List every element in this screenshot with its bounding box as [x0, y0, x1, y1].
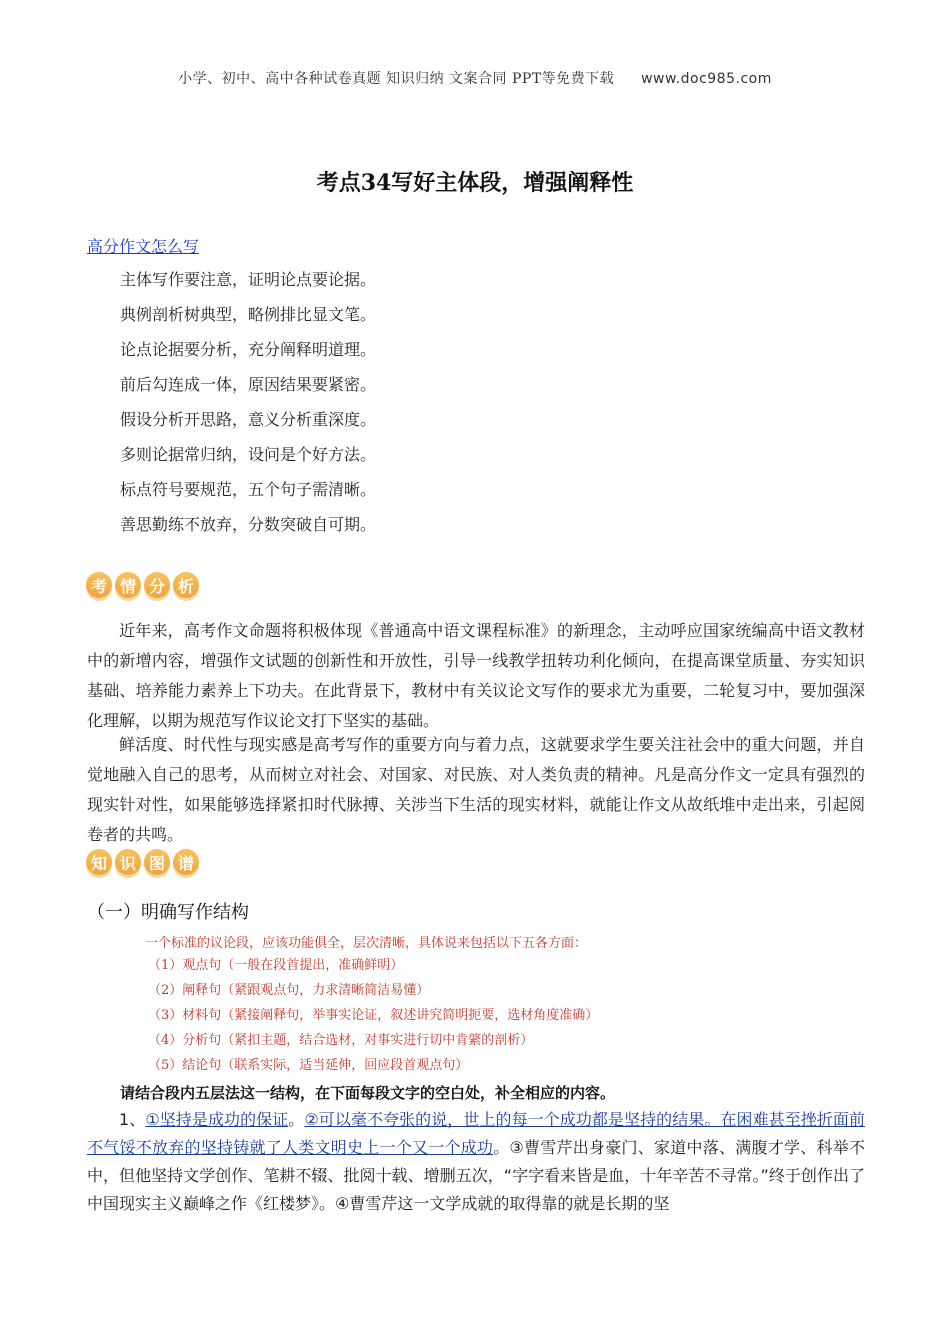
badge-char: 情 [115, 572, 141, 598]
verse-line: 论点论据要分析，充分阐释明道理。 [120, 340, 377, 359]
badge-char: 图 [144, 849, 170, 875]
verse-line: 前后勾连成一体，原因结果要紧密。 [120, 375, 377, 394]
header-text: 小学、初中、高中各种试卷真题 知识归纳 文案合同 PPT等免费下载 [178, 71, 615, 87]
page-header [0, 68, 950, 88]
badge-char: 识 [115, 849, 141, 875]
badge-char: 析 [173, 572, 199, 598]
page-title: 考点34写好主体段，增强阐释性 [316, 170, 634, 196]
verse-line: 典例剖析树典型，略例排比显文笔。 [120, 305, 377, 324]
section-link[interactable]: 高分作文怎么写 [87, 237, 200, 256]
structure-list [148, 957, 598, 1082]
analysis-paragraph-1: 近年来，高考作文命题将积极体现《普通高中语文课程标准》的新理念，主动呼应国家统编高中语文教材中的新增内容，增强作文试题的创新性和开放性，引导一线教学扭转功利化倾向，在提高课堂质量、夯实知识基础、培养能力素养上下功夫。在此背景下，教材中有关议论文写作的要求尤为重要，二轮复习中，要加强深化理解，以期为规范写作议论文打下坚实的基础。 [87, 621, 865, 730]
verse-line: 善思勤练不放弃，分数突破自可期。 [120, 515, 377, 534]
section-heading: （一）明确写作结构 [87, 902, 249, 923]
exam-analysis-badge [86, 572, 199, 598]
structure-item: （4）分析句（紧扣主题，结合选材，对事实进行切中肯綮的剖析） [148, 1033, 534, 1048]
exercise-sentence-2: ②可以毫不夸张的说，世上的每一个成功都是坚持的结果。在困难甚至挫折面前不气馁不放弃的坚持铸就了人类文明史上一个又一个成功 [87, 1110, 865, 1157]
badge-char: 谱 [173, 849, 199, 875]
verse-line: 标点符号要规范，五个句子需清晰。 [120, 480, 377, 499]
knowledge-map-badge [86, 849, 199, 875]
badge-char: 知 [86, 849, 112, 875]
exercise-paragraph [87, 1106, 865, 1218]
structure-item: （2）阐释句（紧跟观点句，力求清晰简洁易懂） [148, 983, 430, 998]
exercise-number: 1、 [119, 1110, 146, 1129]
exercise-sentence-1: ①坚持是成功的保证 [145, 1110, 289, 1129]
exercise-instruction: 请结合段内五层法这一结构，在下面每段文字的空白处，补全相应的内容。 [120, 1084, 616, 1102]
structure-item: （5）结论句（联系实际，适当延伸，回应段首观点句） [148, 1058, 469, 1073]
badge-char: 考 [86, 572, 112, 598]
exercise-punct: 。 [288, 1110, 305, 1129]
structure-intro: 一个标准的议论段，应该功能俱全，层次清晰，具体说来包括以下五各方面： [145, 936, 588, 951]
exercise-rest: 。③曹雪芹出身豪门、家道中落、满腹才学、科举不中，但他坚持文学创作、笔耕不辍、批阅十载、增删五次，“字字看来皆是血，十年辛苦不寻常。”终于创作出了中国现实主义巅峰之作《红楼梦》。④曹雪芹这一文学成就的取得靠的就是长期的坚 [87, 1138, 865, 1213]
verse-line: 假设分析开思路，意义分析重深度。 [120, 410, 377, 429]
verse-line: 多则论据常归纳，设问是个好方法。 [120, 445, 377, 464]
header-site[interactable]: www.doc985.com [641, 71, 772, 87]
structure-item: （3）材料句（紧接阐释句，举事实论证，叙述讲究简明扼要，选材角度准确） [148, 1008, 599, 1023]
verse-line: 主体写作要注意，证明论点要论据。 [120, 270, 377, 289]
badge-char: 分 [144, 572, 170, 598]
verse-list [120, 268, 376, 548]
analysis-paragraph-2: 鲜活度、时代性与现实感是高考写作的重要方向与着力点，这就要求学生要关注社会中的重大问题，并自觉地融入自己的思考，从而树立对社会、对国家、对民族、对人类负责的精神。凡是高分作文一定具有强烈的现实针对性，如果能够选择紧扣时代脉搏、关涉当下生活的现实材料，就能让作文从故纸堆中走出来，引起阅卷者的共鸣。 [87, 735, 865, 844]
structure-item: （1）观点句（一般在段首提出，准确鲜明） [148, 958, 404, 973]
